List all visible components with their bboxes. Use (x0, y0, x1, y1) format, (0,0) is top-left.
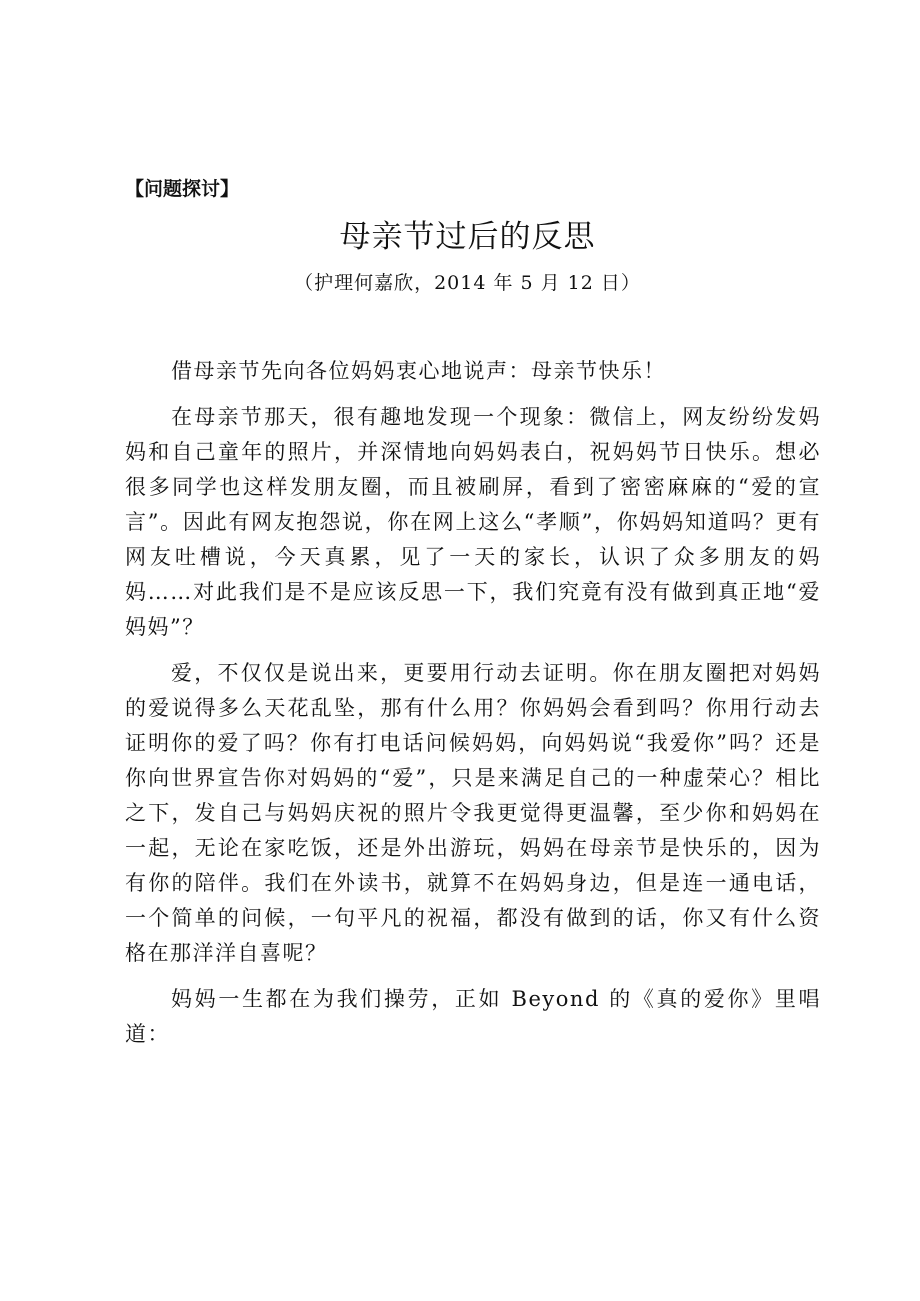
paragraph: 借母亲节先向各位妈妈衷心地说声：母亲节快乐！ (171, 359, 666, 383)
article-body (125, 354, 821, 1063)
section-tag: 【问题探讨】 (125, 178, 240, 200)
article-title: 母亲节过后的反思 (339, 219, 596, 255)
paragraph: 在母亲节那天，很有趣地发现一个现象：微信上，网友纷纷发妈妈和自己童年的照片，并深情地向妈妈表白，祝妈妈节日快乐。想必很多同学也这样发朋友圈，而且被刷屏，看到了密密麻麻的“爱的宣言”。因此有网友抱怨说，你在网上这么“孝顺”，你妈妈知道吗？更有网友吐槽说，今天真累，见了一天的家长，认识了众多朋友的妈妈……对此我们是不是应该反思一下，我们究竟有没有做到真正地“爱妈妈”？ (125, 405, 821, 639)
paragraph: 妈妈一生都在为我们操劳，正如 Beyond 的《真的爱你》里唱道： (125, 987, 821, 1046)
paragraph: 爱，不仅仅是说出来，更要用行动去证明。你在朋友圈把对妈妈的爱说得多么天花乱坠，那有什么用？你妈妈会看到吗？你用行动去证明你的爱了吗？你有打电话问候妈妈，向妈妈说“我爱你”吗？还是你向世界宣告你对妈妈的“爱”，只是来满足自己的一种虚荣心？相比之下，发自己与妈妈庆祝的照片令我更觉得更温馨，至少你和妈妈在一起，无论在家吃饭，还是外出游玩，妈妈在母亲节是快乐的，因为有你的陪伴。我们在外读书，就算不在妈妈身边，但是连一通电话，一个简单的问候，一句平凡的祝福，都没有做到的话，你又有什么资格在那洋洋自喜呢？ (125, 661, 821, 965)
article-byline: （护理何嘉欣，2014 年 5 月 12 日） (294, 272, 641, 294)
